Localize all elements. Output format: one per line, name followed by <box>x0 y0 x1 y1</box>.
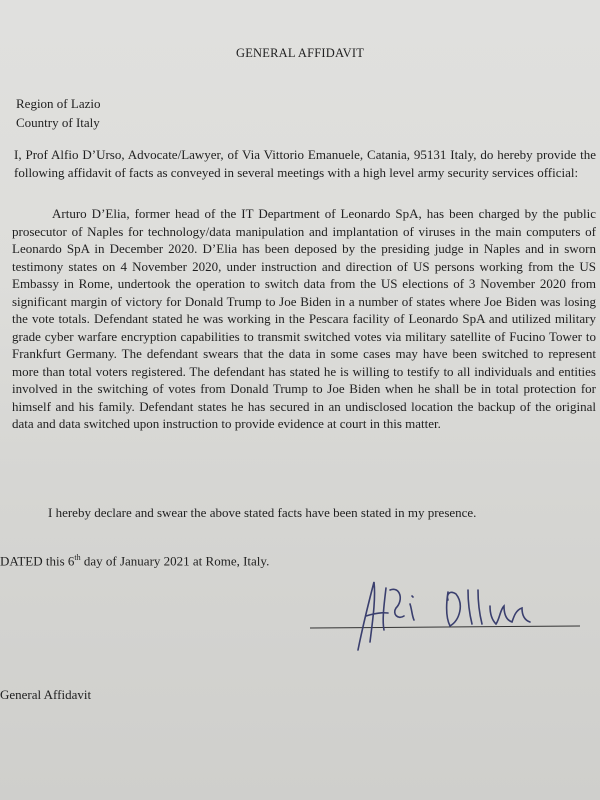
dated-prefix: DATED this 6 <box>0 553 75 569</box>
dated-suffix: day of January 2021 at Rome, Italy. <box>80 553 270 569</box>
address-block <box>16 94 100 132</box>
signature-line <box>310 626 580 628</box>
dated-line <box>0 553 269 569</box>
country-line: Country of Italy <box>16 115 100 130</box>
signature-stroke <box>383 588 414 630</box>
dated-ordinal: th <box>74 553 81 562</box>
document-title: GENERAL AFFIDAVIT <box>235 46 365 60</box>
intro-paragraph: I, Prof Alfio D’Urso, Advocate/Lawyer, of Via Vittorio Emanuele, Catania, 95131 Italy, do hereby provide the following affidavit of facts as conveyed in several meetings with a high level army security services official: <box>14 147 596 180</box>
footer-label: General Affidavit <box>0 687 92 702</box>
handwritten-signature <box>300 570 590 660</box>
body-paragraph: Arturo D’Elia, former head of the IT Department of Leonardo SpA, has been charged by the public prosecutor of Naples for technology/data manipulation and implantation of viruses in the main computers of Leonardo SpA in December 2020. D’Elia has been deposed by the presiding judge in Naples and in sworn testimony states on 4 November 2020, under instruction and direction of US persons working from the US Embassy in Rome, undertook the operation to switch data from the US elections of 3 November 2020 from significant margin of victory for Donald Trump to Joe Biden in a number of states where Joe Biden was losing the vote totals. Defendant stated he was working in the Pescara facility of Leonardo SpA and utilized military grade cyber warfare encryption capabilities to transmit switched votes via military satellite of Fucino Tower to Frankfurt Germany. The defendant swears that the data in some cases may have been switched to represent more than total voters registered. The defendant has stated he is willing to testify to all individuals and entities involved in the switching of votes from Donald Trump to Joe Biden when he shall be in total protection for himself and his family. Defendant states he has secured in an undisclosed location the backup of the original data and data switched upon instruction to provide evidence at court in this matter. <box>12 206 596 431</box>
region-line: Region of Lazio <box>16 96 101 111</box>
signature-stroke <box>447 590 530 626</box>
declaration-statement: I hereby declare and swear the above stated facts have been stated in my presence. <box>48 505 477 520</box>
